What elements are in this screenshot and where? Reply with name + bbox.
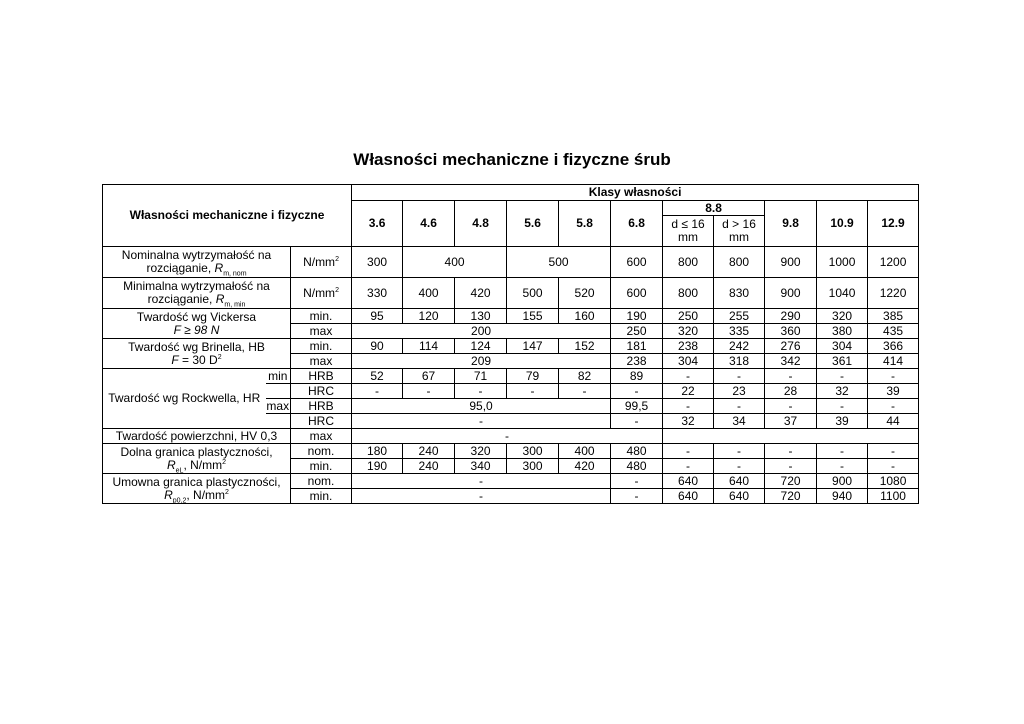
cell: 1040: [817, 278, 868, 309]
cell: 1200: [868, 247, 919, 278]
cell: 32: [663, 414, 714, 429]
cell: 640: [663, 489, 714, 504]
cell: 44: [868, 414, 919, 429]
row-surface-hardness: [103, 429, 919, 444]
header-class-88: 8.8: [663, 201, 765, 216]
brinell-label: [103, 339, 291, 369]
proof-sup: 2: [225, 488, 229, 496]
yield-nom-label: nom.: [291, 444, 352, 459]
cell: 400: [403, 278, 455, 309]
cell: 209: [352, 354, 611, 369]
cell: -: [765, 459, 817, 474]
rockwell-max-spacer: [266, 414, 291, 429]
cell: 420: [559, 459, 611, 474]
unit-text: N/mm: [303, 254, 336, 269]
cell: 304: [663, 354, 714, 369]
cell: 130: [455, 309, 507, 324]
rockwell-hrb: HRB: [291, 399, 352, 414]
header-properties: Własności mechaniczne i fizyczne: [103, 185, 352, 247]
cell: 330: [352, 278, 403, 309]
cell: -: [817, 399, 868, 414]
rockwell-min-spacer: [266, 384, 291, 399]
cell: 366: [868, 339, 919, 354]
cell: 250: [663, 309, 714, 324]
rockwell-hrb: HRB: [291, 369, 352, 384]
cell: 830: [714, 278, 765, 309]
minimal-label-line1: Minimalna wytrzymałość na: [123, 279, 270, 293]
cell: 22: [663, 384, 714, 399]
cell: 360: [765, 324, 817, 339]
cell: 940: [817, 489, 868, 504]
brinell-label-rest: = 30 D: [178, 352, 218, 367]
proof-rest: , N/mm: [186, 487, 226, 502]
cell: 340: [455, 459, 507, 474]
nominal-label-line1: Nominalna wytrzymałość na: [121, 248, 272, 262]
cell: 67: [403, 369, 455, 384]
cell: -: [868, 444, 919, 459]
yield-rest: , N/mm: [183, 457, 223, 472]
unit-text: N/mm: [303, 285, 336, 300]
cell: 385: [868, 309, 919, 324]
cell: 276: [765, 339, 817, 354]
cell: 900: [765, 247, 817, 278]
cell: -: [352, 429, 663, 444]
header-class: 6.8: [611, 201, 663, 247]
brinell-label-line1: Twardość wg Brinella, HB: [128, 339, 265, 354]
cell: 34: [714, 414, 765, 429]
cell: 320: [663, 324, 714, 339]
cell: 240: [403, 459, 455, 474]
cell: 900: [765, 278, 817, 309]
rockwell-min-label: min: [266, 369, 291, 384]
header-88-large-label: d > 16: [722, 217, 756, 231]
rockwell-max-label: max: [266, 398, 290, 413]
cell: 400: [559, 444, 611, 459]
cell: -: [817, 444, 868, 459]
cell: 180: [352, 444, 403, 459]
vickers-max-label: max: [291, 324, 352, 339]
cell: 39: [868, 384, 919, 399]
cell: -: [817, 459, 868, 474]
header-row: [103, 185, 919, 201]
cell: -: [455, 384, 507, 399]
brinell-symbol: F: [171, 352, 179, 367]
row-minimal-strength: [103, 278, 919, 309]
cell: 300: [507, 444, 559, 459]
cell: 720: [765, 489, 817, 504]
minimal-label: [103, 278, 291, 309]
cell: 23: [714, 384, 765, 399]
proof-label: [103, 474, 291, 504]
cell: 640: [663, 474, 714, 489]
cell: 300: [507, 459, 559, 474]
cell: 900: [817, 474, 868, 489]
nominal-symbol: R: [214, 261, 224, 275]
cell: 190: [611, 309, 663, 324]
cell: 480: [611, 459, 663, 474]
header-class: 3.6: [352, 201, 403, 247]
cell: 500: [507, 247, 611, 278]
vickers-label-line2: F ≥ 98 N: [173, 322, 220, 337]
cell: 290: [765, 309, 817, 324]
cell: 320: [455, 444, 507, 459]
cell: 250: [611, 324, 663, 339]
cell: 720: [765, 474, 817, 489]
rockwell-hrc: HRC: [291, 384, 352, 399]
yield-label: [103, 444, 291, 474]
cell: 147: [507, 339, 559, 354]
cell: 238: [611, 354, 663, 369]
cell-empty: [663, 429, 919, 444]
cell: 361: [817, 354, 868, 369]
cell: 435: [868, 324, 919, 339]
cell: 800: [663, 247, 714, 278]
minimal-unit: [291, 278, 352, 309]
cell: 342: [765, 354, 817, 369]
row-brinell-min: [103, 339, 919, 354]
cell: 238: [663, 339, 714, 354]
cell: 99,5: [611, 399, 663, 414]
cell: -: [714, 369, 765, 384]
header-class: 10.9: [817, 201, 868, 247]
cell: 640: [714, 489, 765, 504]
nominal-label-line2: rozciąganie,: [146, 261, 215, 275]
cell: -: [507, 384, 559, 399]
cell: 79: [507, 369, 559, 384]
cell: -: [817, 369, 868, 384]
cell: -: [403, 384, 455, 399]
cell: 124: [455, 339, 507, 354]
minimal-label-line2: rozciąganie,: [147, 292, 216, 306]
brinell-max-label: max: [291, 354, 352, 369]
vickers-label: [103, 309, 291, 339]
cell: 800: [663, 278, 714, 309]
cell: 32: [817, 384, 868, 399]
cell: -: [611, 414, 663, 429]
cell: 28: [765, 384, 817, 399]
cell: 90: [352, 339, 403, 354]
cell: 39: [817, 414, 868, 429]
unit-sup: 2: [335, 255, 339, 263]
cell: 190: [352, 459, 403, 474]
cell: 160: [559, 309, 611, 324]
cell: 200: [352, 324, 611, 339]
yield-sub: eL: [175, 466, 184, 474]
cell: 320: [817, 309, 868, 324]
surface-label: Twardość powierzchni, HV 0,3: [103, 429, 291, 444]
cell: 304: [817, 339, 868, 354]
cell: -: [765, 369, 817, 384]
cell: 114: [403, 339, 455, 354]
vickers-label-line1: Twardość wg Vickersa: [136, 309, 257, 324]
header-88-small: [663, 216, 714, 247]
cell: -: [714, 399, 765, 414]
cell: 420: [455, 278, 507, 309]
row-vickers-min: [103, 309, 919, 324]
cell: 242: [714, 339, 765, 354]
cell: 37: [765, 414, 817, 429]
cell: -: [611, 474, 663, 489]
header-class: 5.8: [559, 201, 611, 247]
proof-label-line1: Umowna granica plastyczności,: [112, 474, 281, 489]
header-class: 4.8: [455, 201, 507, 247]
cell: 1100: [868, 489, 919, 504]
cell: -: [663, 399, 714, 414]
proof-symbol: R: [164, 487, 173, 502]
brinell-sup: 2: [217, 353, 222, 361]
cell: 82: [559, 369, 611, 384]
cell: -: [663, 459, 714, 474]
cell: 520: [559, 278, 611, 309]
header-class: 9.8: [765, 201, 817, 247]
cell: 155: [507, 309, 559, 324]
header-class: 5.6: [507, 201, 559, 247]
cell: -: [559, 384, 611, 399]
cell: 335: [714, 324, 765, 339]
cell: 600: [611, 278, 663, 309]
cell: -: [714, 444, 765, 459]
cell: 95,0: [352, 399, 611, 414]
properties-table: [102, 184, 919, 504]
cell: 120: [403, 309, 455, 324]
surface-max-label: max: [291, 429, 352, 444]
header-88-small-label: d ≤ 16: [671, 217, 705, 231]
cell: -: [868, 399, 919, 414]
cell: 71: [455, 369, 507, 384]
cell: -: [352, 414, 611, 429]
cell: 380: [817, 324, 868, 339]
cell: -: [868, 459, 919, 474]
cell: 640: [714, 474, 765, 489]
rockwell-hrc: HRC: [291, 414, 352, 429]
cell: 500: [507, 278, 559, 309]
cell: 600: [611, 247, 663, 278]
brinell-min-label: min.: [291, 339, 352, 354]
yield-label-line1: Dolna granica plastyczności,: [120, 444, 273, 459]
page-title: Własności mechaniczne i fizyczne śrub: [353, 150, 671, 169]
header-class: 4.6: [403, 201, 455, 247]
proof-min-label: min.: [291, 489, 352, 504]
header-mm: mm: [678, 230, 699, 244]
yield-min-label: min.: [291, 459, 352, 474]
cell: 480: [611, 444, 663, 459]
minimal-symbol: R: [215, 292, 225, 306]
cell: -: [868, 369, 919, 384]
proof-sub: p0,2: [172, 496, 187, 504]
cell: -: [663, 369, 714, 384]
header-88-large: [714, 216, 765, 247]
header-class: 12.9: [868, 201, 919, 247]
cell: -: [765, 444, 817, 459]
cell: -: [352, 384, 403, 399]
nominal-label: [103, 247, 291, 278]
cell: 181: [611, 339, 663, 354]
yield-symbol: R: [166, 457, 176, 472]
minimal-sub: m, min: [224, 301, 246, 309]
cell: 240: [403, 444, 455, 459]
cell: -: [352, 474, 611, 489]
row-nominal-strength: [103, 247, 919, 278]
row-rockwell-min-hrb: [103, 369, 919, 384]
cell: -: [352, 489, 611, 504]
cell: 1220: [868, 278, 919, 309]
cell: 300: [352, 247, 403, 278]
cell: 318: [714, 354, 765, 369]
yield-sup: 2: [222, 458, 227, 466]
nominal-unit: [291, 247, 352, 278]
nominal-sub: m, nom: [223, 270, 247, 278]
row-yield-nom: [103, 444, 919, 459]
cell: 255: [714, 309, 765, 324]
cell: 400: [403, 247, 507, 278]
header-mm: mm: [729, 230, 750, 244]
cell: 1000: [817, 247, 868, 278]
cell: -: [765, 399, 817, 414]
cell: -: [611, 489, 663, 504]
vickers-min-label: min.: [291, 309, 352, 324]
cell: -: [611, 384, 663, 399]
cell: -: [663, 444, 714, 459]
cell: 89: [611, 369, 663, 384]
cell: 800: [714, 247, 765, 278]
unit-sup: 2: [335, 286, 339, 294]
cell: 1080: [868, 474, 919, 489]
cell: 152: [559, 339, 611, 354]
row-proof-nom: [103, 474, 919, 489]
cell: 52: [352, 369, 403, 384]
cell: 95: [352, 309, 403, 324]
cell: -: [714, 459, 765, 474]
cell: 414: [868, 354, 919, 369]
rockwell-label: Twardość wg Rockwella, HR: [103, 369, 266, 429]
proof-nom-label: nom.: [291, 474, 352, 489]
header-classes-title: Klasy własności: [352, 185, 919, 201]
